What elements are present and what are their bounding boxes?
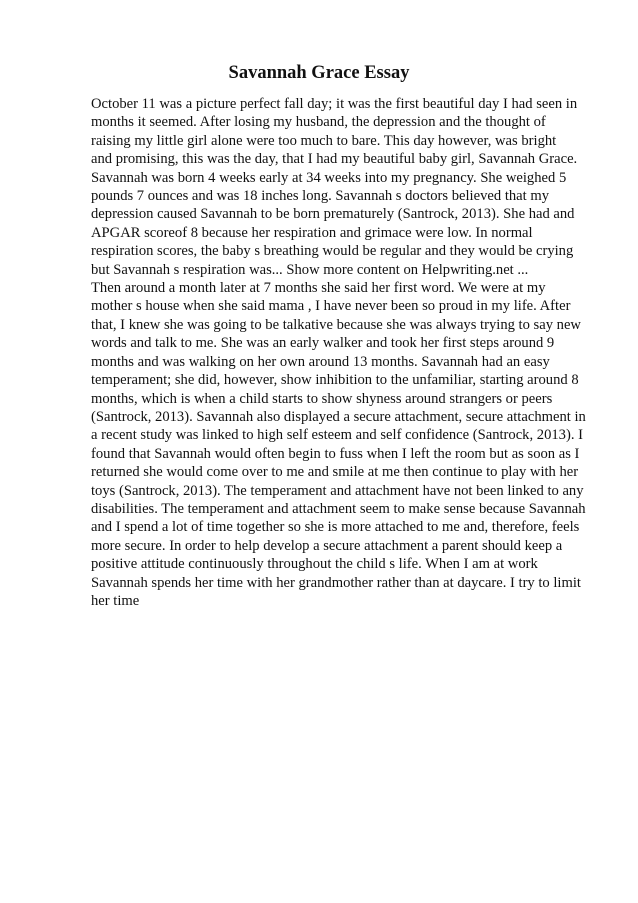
essay-line: and promising, this was the day, that I had my beautiful baby girl, Savannah Grace. — [91, 151, 578, 168]
essay-line: mother s house when she said mama , I have never been so proud in my life. After — [91, 298, 571, 315]
essay-line: (Santrock, 2013). Savannah also displayed a secure attachment, secure attachment in — [91, 408, 586, 425]
essay-line: depression caused Savannah to be born prematurely (Santrock, 2013). She had and — [91, 206, 575, 223]
essay-line: Then around a month later at 7 months she said her first word. We were at my — [91, 280, 546, 297]
document-title: Savannah Grace Essay — [228, 63, 410, 83]
essay-line: months it seemed. After losing my husband, the depression and the thought of — [91, 114, 546, 131]
essay-line: and I spend a lot of time together so she is more attached to me and, therefore, feels — [91, 519, 580, 536]
essay-line: temperament; she did, however, show inhibition to the unfamiliar, starting around 8 — [91, 372, 579, 389]
essay-line: a recent study was linked to high self esteem and self confidence (Santrock, 2013). I — [91, 427, 583, 444]
essay-line: October 11 was a picture perfect fall day; it was the first beautiful day I had seen in — [91, 96, 578, 112]
essay-line: found that Savannah would often begin to fuss when I left the room but as soon as I — [91, 445, 580, 462]
essay-line: pounds 7 ounces and was 18 inches long. Savannah s doctors believed that my — [91, 188, 549, 205]
essay-line: Savannah was born 4 weeks early at 34 weeks into my pregnancy. She weighed 5 — [91, 169, 567, 186]
essay-line: that, I knew she was going to be talkative because she was always trying to say new — [91, 316, 581, 333]
essay-line: months, which is when a child starts to show shyness around strangers or peers — [91, 390, 553, 407]
essay-line: but Savannah s respiration was... Show more content on Helpwriting.net ... — [91, 261, 529, 278]
essay-line: respiration scores, the baby s breathing would be regular and they would be crying — [91, 243, 574, 260]
essay-line: positive attitude continuously throughout the child s life. When I am at work — [91, 556, 538, 573]
essay-line: months and was walking on her own around 13 months. Savannah had an easy — [91, 353, 550, 370]
essay-line: words and talk to me. She was an early walker and took her first steps around 9 — [91, 335, 555, 352]
essay-line: returned she would come over to me and smile at me then continue to play with her — [91, 464, 579, 481]
essay-line: raising my little girl alone were too much to bare. This day however, was bright — [91, 132, 557, 149]
essay-line: Savannah spends her time with her grandmother rather than at daycare. I try to limit — [91, 574, 581, 591]
essay-body — [91, 95, 591, 610]
essay-line: disabilities. The temperament and attachment seem to make sense because Savannah — [91, 500, 586, 517]
essay-line: her time — [91, 592, 140, 609]
essay-line: toys (Santrock, 2013). The temperament and attachment have not been linked to any — [91, 482, 584, 499]
essay-line: APGAR scoreof 8 because her respiration and grimace were low. In normal — [91, 224, 533, 241]
essay-line: more secure. In order to help develop a secure attachment a parent should keep a — [91, 537, 563, 554]
